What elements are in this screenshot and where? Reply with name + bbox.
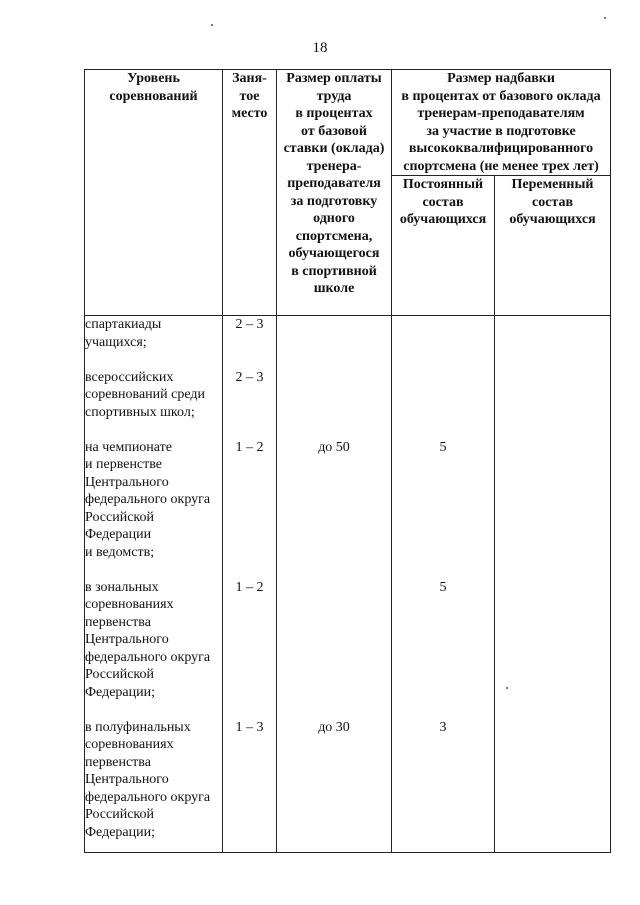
permanent-value: 5 [439,579,447,595]
place-value: 2 – 3 [235,317,264,332]
header-payment: Размер оплаты труда в процентах от базовой ставки (оклада) тренера- преподавателя за подготовку одного спортсмена, обучающегося в спортивной школе [277,70,392,316]
place-value: 1 – 2 [235,579,264,595]
payment-column [277,316,392,853]
variable-column [495,316,611,853]
list-item: спартакиады учащихся; [85,317,162,350]
permanent-column [392,316,495,853]
place-value: 1 – 2 [235,439,264,455]
place-column [223,316,277,853]
header-bonus: Размер надбавки в процентах от базового оклада тренерам-преподавателям за участие в подготовке высококвалифицированного спортсмена (не менее трех лет) [392,70,611,176]
list-item: всероссийских соревнований среди спортивных школ; [85,369,206,420]
competition-table [84,69,611,853]
header-place: Заня- тое место [223,70,277,316]
payment-value: до 50 [318,439,350,455]
header-permanent: Постоянный состав обучающихся [392,176,495,316]
permanent-value: 5 [439,439,447,455]
place-value: 2 – 3 [235,369,264,385]
scan-speck [211,24,213,26]
place-value: 1 – 3 [235,719,264,735]
table-body-row [85,316,611,853]
list-item: на чемпионате и первенстве Центрального федерального округа Российской Федерации и ведомств; [85,439,211,560]
list-item: в полуфинальных соревнованиях первенства Центрального федерального округа Российской Федерации; [85,719,211,840]
scan-speck [604,17,606,19]
header-row [85,70,611,176]
level-column [85,316,223,853]
header-variable: Переменный состав обучающихся [495,176,611,316]
permanent-value: 3 [439,719,447,735]
list-item: в зональных соревнованиях первенства Центрального федерального округа Российской Федерации; [85,579,211,700]
header-level: Уровень соревнований [85,70,223,316]
payment-value: до 30 [318,719,350,735]
page-number: 18 [312,40,328,56]
